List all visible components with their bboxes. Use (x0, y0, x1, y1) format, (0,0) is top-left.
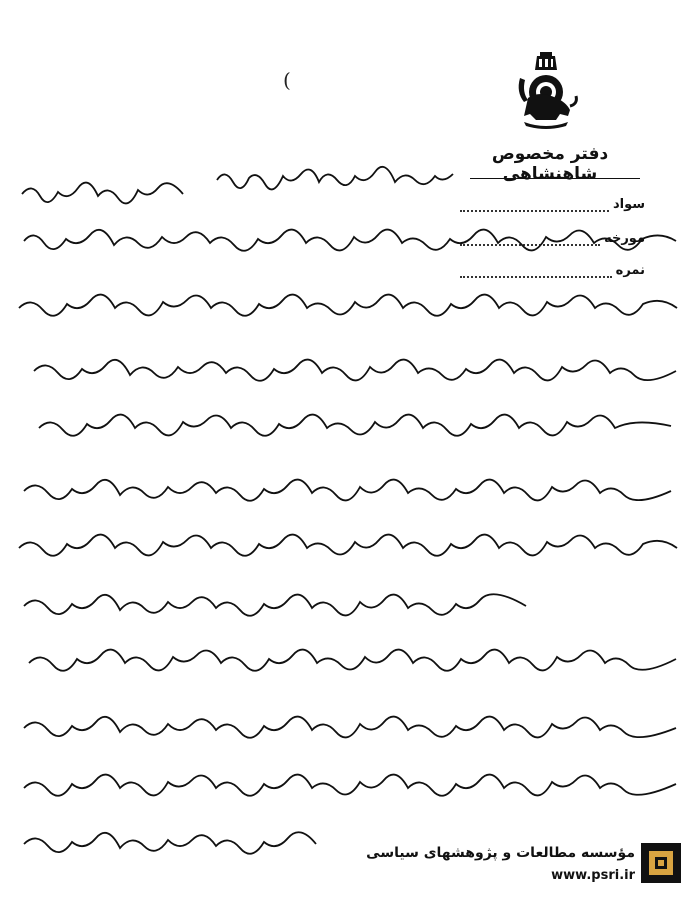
handwritten-line (20, 178, 185, 208)
institute-logo-icon (641, 843, 681, 883)
date-label: مورخه (604, 231, 645, 246)
handwritten-line (30, 355, 680, 385)
institute-url: www.psri.ir (551, 868, 635, 883)
handwritten-line (20, 712, 680, 742)
handwritten-line (25, 645, 680, 675)
institute-name: مؤسسه مطالعات و پژوهشهای سیاسی (366, 845, 635, 861)
handwritten-line (20, 770, 680, 800)
handwritten-line (35, 410, 675, 440)
handwritten-line (215, 162, 455, 192)
corner-mark: ( (283, 68, 291, 92)
office-title: دفتر مخصوص شاهنشاهی (491, 144, 609, 184)
handwritten-line (20, 828, 320, 858)
handwritten-line (20, 475, 675, 505)
handwritten-line (15, 290, 680, 320)
number-label: نمره (615, 263, 645, 278)
copy-label: سواد (612, 197, 645, 212)
handwritten-line (20, 225, 680, 255)
handwritten-line (15, 530, 680, 560)
handwritten-line (20, 590, 530, 620)
